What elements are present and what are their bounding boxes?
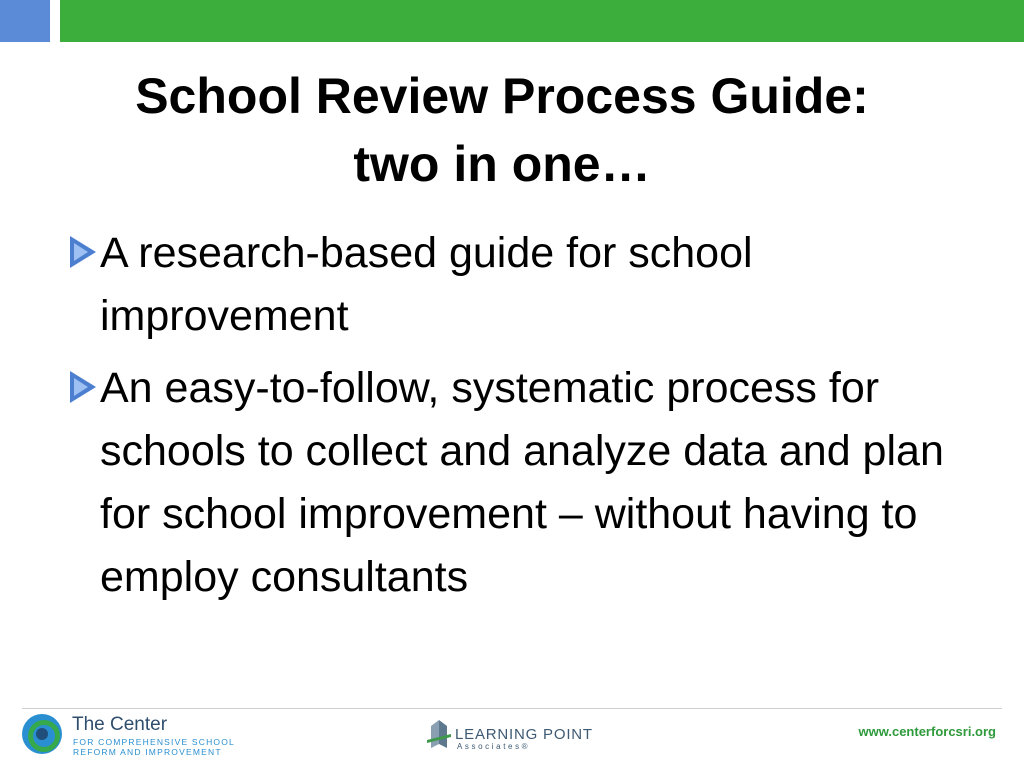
green-header-band	[60, 0, 1024, 42]
learning-point-name: LEARNING POINT	[455, 726, 593, 743]
blue-accent-block	[0, 0, 50, 42]
title-line-1: School Review Process Guide:	[135, 68, 869, 124]
center-name: The Center	[72, 714, 168, 735]
website-url[interactable]: www.centerforcsri.org	[858, 724, 996, 739]
top-banner	[0, 0, 1024, 42]
learning-point-logo-block	[425, 714, 605, 758]
slide-title	[0, 62, 1004, 198]
bullet-item	[60, 357, 980, 609]
footer-divider	[22, 708, 1002, 709]
learning-point-associates: Associates®	[457, 742, 531, 751]
learning-point-mark-icon	[427, 718, 451, 752]
arrow-bullet-icon	[70, 236, 96, 268]
center-subtitle-1: FOR COMPREHENSIVE SCHOOL	[73, 737, 235, 747]
bullet-list	[60, 222, 980, 618]
bullet-item	[60, 222, 980, 348]
title-line-2: two in one…	[353, 136, 651, 192]
center-logo-icon	[22, 714, 62, 754]
bullet-text: An easy-to-follow, systematic process for schools to collect and analyze data and plan for school improvement – without having to employ consultants	[100, 364, 944, 601]
bullet-text: A research-based guide for school improvement	[100, 229, 753, 340]
center-subtitle-2: REFORM AND IMPROVEMENT	[73, 747, 222, 757]
arrow-bullet-icon	[70, 371, 96, 403]
